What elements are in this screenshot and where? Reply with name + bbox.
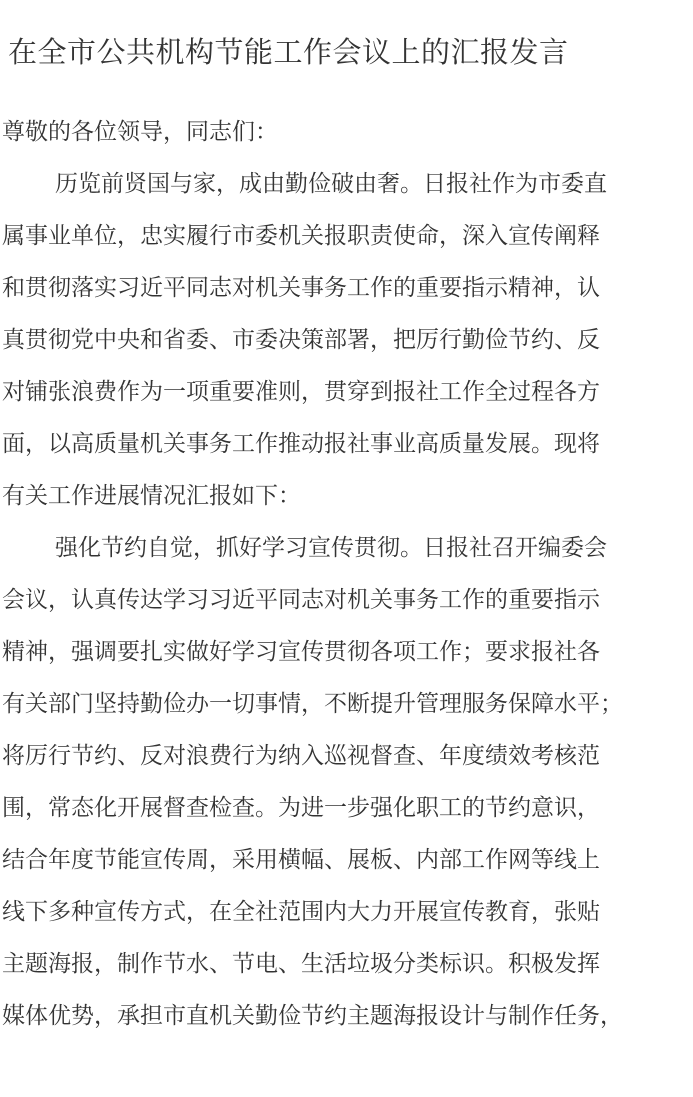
paragraph-line: 历览前贤国与家，成由勤俭破由奢。日报社作为市委直 [55,171,607,197]
document-body [2,106,693,1042]
paragraph-line: 强化节约自觉，抓好学习宣传贯彻。日报社召开编委会 [55,535,607,561]
paragraph-line: 和贯彻落实习近平同志对机关事务工作的重要指示精神，认 [2,275,600,301]
paragraph-line: 主题海报，制作节水、节电、生活垃圾分类标识。积极发挥 [2,951,600,977]
paragraph-line: 会议，认真传达学习习近平同志对机关事务工作的重要指示 [2,587,600,613]
paragraph-line: 精神，强调要扎实做好学习宣传贯彻各项工作；要求报社各 [2,639,600,665]
paragraph-line: 有关部门坚持勤俭办一切事情，不断提升管理服务保障水平； [2,691,623,717]
paragraph-line: 将厉行节约、反对浪费行为纳入巡视督查、年度绩效考核范 [2,743,600,769]
paragraph-line: 真贯彻党中央和省委、市委决策部署，把厉行勤俭节约、反 [2,327,600,353]
paragraph-line: 对铺张浪费作为一项重要准则，贯穿到报社工作全过程各方 [2,379,600,405]
document-title: 在全市公共机构节能工作会议上的汇报发言 [8,35,569,69]
paragraph-line: 面，以高质量机关事务工作推动报社事业高质量发展。现将 [2,431,600,457]
paragraph-line: 有关工作进展情况汇报如下： [2,483,301,509]
paragraph-line: 属事业单位，忠实履行市委机关报职责使命，深入宣传阐释 [2,223,600,249]
paragraph-line: 媒体优势，承担市直机关勤俭节约主题海报设计与制作任务， [2,1003,623,1029]
salutation-line: 尊敬的各位领导，同志们： [2,119,278,145]
paragraph-line: 线下多种宣传方式，在全社范围内大力开展宣传教育，张贴 [2,899,600,925]
paragraph-line: 结合年度节能宣传周，采用横幅、展板、内部工作网等线上 [2,847,600,873]
paragraph-line: 围，常态化开展督查检查。为进一步强化职工的节约意识， [2,795,600,821]
